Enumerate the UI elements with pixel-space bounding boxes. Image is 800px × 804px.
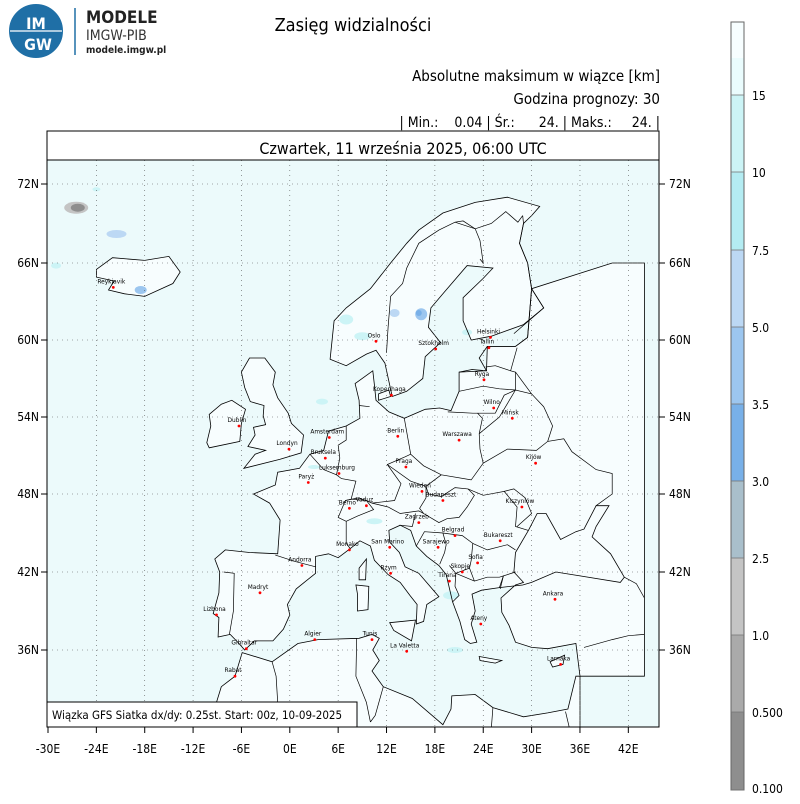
visibility-patch xyxy=(416,310,422,316)
city-label: Kijów xyxy=(525,453,542,462)
city-dot xyxy=(405,650,408,653)
lon-label: 0E xyxy=(282,742,297,756)
color-legend xyxy=(731,22,783,796)
visibility-patch xyxy=(366,518,382,524)
visibility-patch xyxy=(71,204,85,212)
lon-label: 6E xyxy=(331,742,346,756)
legend-label: 0.100 xyxy=(752,782,783,796)
legend-label: 0.500 xyxy=(752,706,783,720)
city-dot xyxy=(390,394,393,397)
city-label: Wilno xyxy=(483,398,500,406)
city-dot xyxy=(458,439,461,442)
city-label: La Valetta xyxy=(390,641,420,650)
city-label: Luksemburg xyxy=(318,463,356,472)
city-label: Lizbona xyxy=(203,604,226,613)
lon-label: 24E xyxy=(472,742,494,756)
city-dot xyxy=(488,346,491,349)
imgw-logo[interactable] xyxy=(8,3,166,59)
city-label: Sarajewo xyxy=(422,537,450,546)
city-dot xyxy=(417,521,420,524)
city-dot xyxy=(396,435,399,438)
city-label: Kiszyniów xyxy=(505,497,535,505)
city-dot xyxy=(442,499,445,502)
city-dot xyxy=(476,562,479,565)
city-dot xyxy=(434,348,437,351)
city-dot xyxy=(375,340,378,343)
city-label: Amsterdam xyxy=(310,427,345,436)
city-label: Madryt xyxy=(247,582,269,591)
lon-label: 36E xyxy=(569,742,591,756)
city-label: Ankara xyxy=(542,589,564,598)
logo-url: modele.imgw.pl xyxy=(86,45,167,56)
header-variable: Absolutne maksimum w wiązce [km] xyxy=(412,67,660,85)
city-label: Mińsk xyxy=(501,408,519,417)
city-dot xyxy=(307,481,310,484)
legend-label: 10 xyxy=(752,166,766,180)
city-dot xyxy=(388,546,391,549)
city-label: Sofia xyxy=(468,552,483,561)
city-label: Skopje xyxy=(450,562,470,570)
legend-swatch xyxy=(731,558,744,635)
city-dot xyxy=(245,647,248,650)
lon-label: 12E xyxy=(376,742,397,756)
city-dot xyxy=(461,571,464,574)
city-dot xyxy=(521,506,524,509)
lat-label-right: 60N xyxy=(669,333,691,347)
city-label: Rabat xyxy=(224,666,242,675)
city-label: Belgrad xyxy=(441,525,465,534)
city-dot xyxy=(492,407,495,410)
city-dot xyxy=(259,591,262,594)
city-label: Larnaka xyxy=(546,654,571,663)
city-dot xyxy=(313,638,316,641)
lat-label-left: 42N xyxy=(17,565,39,579)
lat-label-left: 66N xyxy=(17,256,39,270)
legend-swatch xyxy=(731,327,744,404)
city-label: Londyn xyxy=(276,439,298,448)
lon-label: 42E xyxy=(618,742,639,756)
legend-swatch xyxy=(731,95,744,172)
city-dot xyxy=(389,572,392,575)
logo-subtitle: IMGW-PIB xyxy=(86,28,147,44)
city-dot xyxy=(338,472,341,475)
lon-label: -30E xyxy=(35,742,61,756)
visibility-patch xyxy=(316,399,328,405)
city-dot xyxy=(348,507,351,510)
coast-novaya-zemlya xyxy=(701,164,757,204)
city-dot xyxy=(437,546,440,549)
city-label: Sztokholm xyxy=(418,339,450,347)
city-label: Bukareszt xyxy=(483,530,513,539)
lat-label-right: 48N xyxy=(669,487,691,501)
legend-swatch xyxy=(731,635,744,712)
logo-badge-bottom: GW xyxy=(24,35,52,54)
legend-swatch xyxy=(731,22,744,58)
land-novaya-zemlya xyxy=(701,164,757,204)
model-info: Wiązka GFS Siatka dx/dy: 0.25st. Start: 00z, 10-09-2025 xyxy=(52,708,343,722)
city-label: Monako xyxy=(336,539,359,548)
visibility-patch xyxy=(447,647,463,653)
city-dot xyxy=(365,504,368,507)
city-dot xyxy=(288,448,291,451)
lat-label-left: 72N xyxy=(17,177,39,191)
legend-swatch xyxy=(731,712,744,790)
map-title: Zasięg widzialności xyxy=(274,15,432,36)
map-area[interactable] xyxy=(47,160,757,768)
legend-swatch xyxy=(731,172,744,250)
city-label: Algier xyxy=(304,629,322,638)
city-label: Helsinki xyxy=(476,327,501,336)
lon-label: -18E xyxy=(132,742,157,756)
lat-label-right: 72N xyxy=(669,177,691,191)
legend-label: 1.0 xyxy=(752,629,770,643)
city-label: Budapeszt xyxy=(425,490,457,499)
city-dot xyxy=(234,675,237,678)
city-dot xyxy=(454,534,457,537)
city-dot xyxy=(371,638,374,641)
city-dot xyxy=(324,457,327,460)
city-label: Vaduz xyxy=(355,495,374,504)
visibility-patch xyxy=(107,230,127,238)
lon-label: -24E xyxy=(84,742,109,756)
legend-label: 7.5 xyxy=(752,244,770,258)
lat-label-left: 60N xyxy=(17,333,39,347)
city-label: Wiedeń xyxy=(409,481,431,490)
city-dot xyxy=(112,286,115,289)
city-label: Dublin xyxy=(227,416,247,424)
city-label: Tirana xyxy=(438,571,457,580)
city-label: Warszawa xyxy=(442,430,472,439)
visibility-patch xyxy=(390,309,400,317)
visibility-patch xyxy=(51,263,61,269)
legend-label: 2.5 xyxy=(752,552,770,566)
city-label: Rzym xyxy=(380,563,397,572)
lat-label-right: 66N xyxy=(669,256,691,270)
forecast-date: Czwartek, 11 września 2025, 06:00 UTC xyxy=(259,139,547,158)
city-label: Bruksela xyxy=(310,448,336,457)
city-dot xyxy=(301,564,304,567)
city-dot xyxy=(554,598,557,601)
city-label: San Marino xyxy=(371,537,405,546)
legend-label: 15 xyxy=(752,89,766,103)
city-label: Ryga xyxy=(474,369,490,378)
city-label: Paryż xyxy=(298,472,315,481)
city-label: Berlin xyxy=(387,426,405,435)
lon-label: 18E xyxy=(424,742,446,756)
city-dot xyxy=(483,378,486,381)
city-label: Zagrzeb xyxy=(404,512,429,521)
city-label: Oslo xyxy=(367,331,381,340)
city-label: Ateny xyxy=(470,614,488,622)
city-label: Gibraltar xyxy=(231,638,258,647)
city-dot xyxy=(499,539,502,542)
lat-label-right: 36N xyxy=(669,643,691,657)
visibility-patch xyxy=(339,315,353,325)
city-dot xyxy=(511,417,514,420)
lat-label-right: 42N xyxy=(669,565,691,579)
lon-label: -12E xyxy=(180,742,206,756)
city-dot xyxy=(215,614,218,617)
legend-label: 3.0 xyxy=(752,475,770,489)
legend-swatch xyxy=(731,481,744,558)
city-dot xyxy=(238,425,241,428)
header-stats: | Min.: 0.04 | Śr.: 24. | Maks.: 24. | xyxy=(399,115,660,131)
city-label: Berno xyxy=(338,498,356,507)
legend-label: 3.5 xyxy=(752,398,770,412)
city-dot xyxy=(421,490,424,493)
city-dot xyxy=(534,462,537,465)
lon-label: -6E xyxy=(232,742,251,756)
lon-label: 30E xyxy=(521,742,542,756)
city-dot xyxy=(348,549,351,552)
city-label: Andorra xyxy=(288,555,312,564)
city-label: Tunis xyxy=(362,629,378,638)
logo-badge-top: IM xyxy=(26,14,46,33)
city-dot xyxy=(479,623,482,626)
logo-title: MODELE xyxy=(86,8,158,28)
legend-swatch xyxy=(731,250,744,327)
legend-swatch xyxy=(731,404,744,481)
lat-label-left: 36N xyxy=(17,643,39,657)
city-label: Praga xyxy=(395,457,413,465)
lat-label-left: 48N xyxy=(17,487,39,501)
city-label: Kopenhaga xyxy=(373,385,406,394)
lat-label-right: 54N xyxy=(669,410,691,424)
lat-label-left: 54N xyxy=(17,410,39,424)
header-forecast-hour: Godzina prognozy: 30 xyxy=(513,90,660,108)
legend-swatch xyxy=(731,58,744,95)
city-dot xyxy=(405,466,408,469)
city-dot xyxy=(559,663,562,666)
city-label: Tallin xyxy=(479,337,495,346)
legend-label: 5.0 xyxy=(752,321,770,335)
city-dot xyxy=(448,580,451,583)
city-label: Reykjavik xyxy=(97,277,126,286)
city-dot xyxy=(328,436,331,439)
